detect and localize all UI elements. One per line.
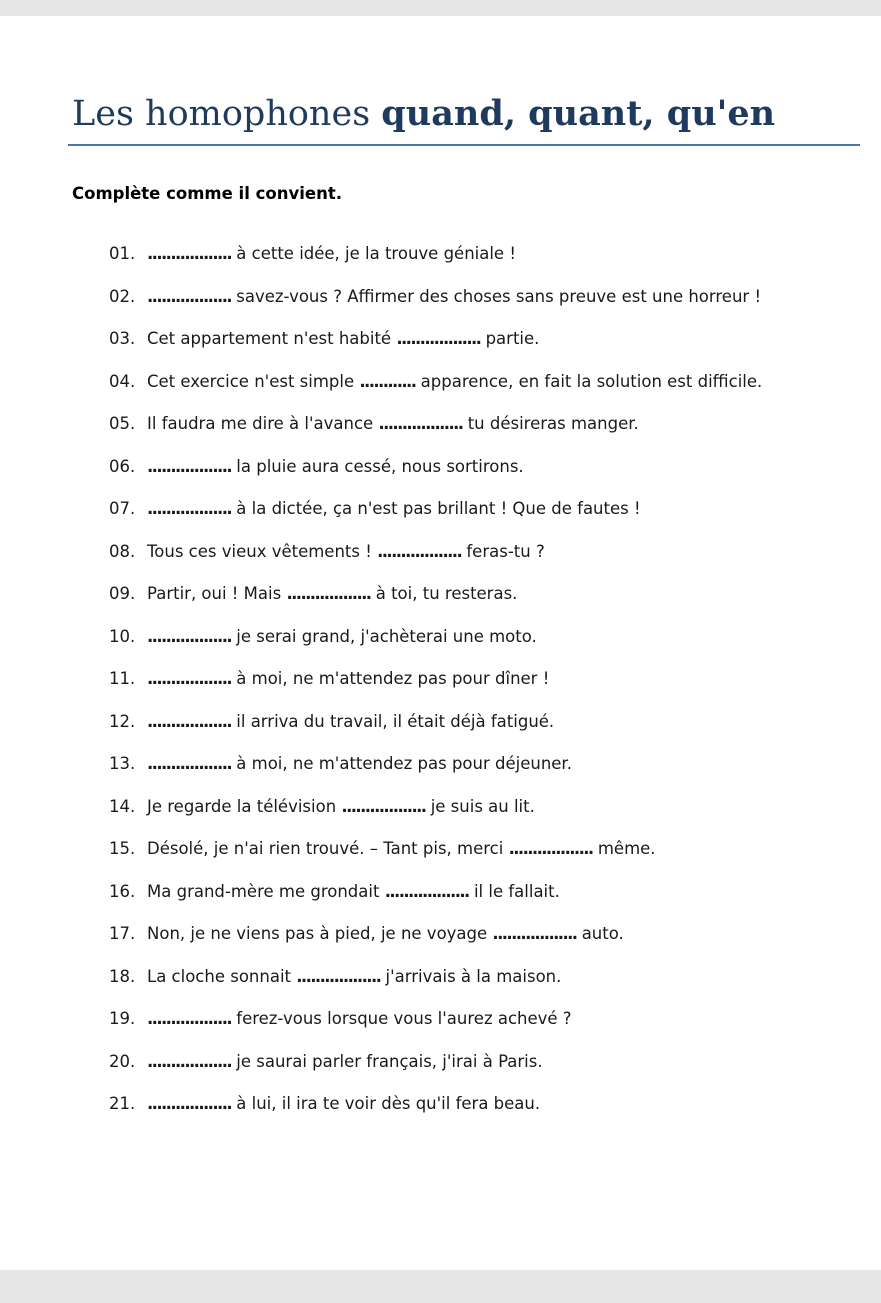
exercise-item [109,963,762,1006]
worksheet-page [0,16,881,1270]
title-regular: Les homophones [72,94,371,134]
exercise-item [109,1005,762,1048]
item-number: 16. [109,881,136,901]
item-number: 09. [109,584,136,603]
answer-blank[interactable]: .................. [147,286,232,306]
exercise-list [109,240,762,1133]
item-text-after: auto. [576,924,624,943]
answer-blank[interactable]: .................. [508,839,593,858]
item-number: 05. [109,414,136,433]
item-text-before: Il faudra me dire à l'avance [147,414,379,433]
item-number: 11. [109,669,136,688]
item-text-before: Cet appartement n'est habité [147,329,397,348]
exercise-item [109,835,762,878]
answer-blank[interactable]: .................. [147,456,232,476]
item-text-after: il arriva du travail, il était déjà fatigué. [231,711,555,731]
answer-blank[interactable]: .................. [396,329,481,348]
item-text-before: Cet exercice n'est simple [147,371,360,391]
item-text-after: partie. [480,329,540,348]
answer-blank[interactable]: .................. [286,584,371,603]
item-number: 17. [109,924,136,943]
item-number: 15. [109,839,136,858]
answer-blank[interactable]: .................. [147,1051,232,1071]
item-number: 02. [109,286,136,306]
item-number: 20. [109,1051,136,1071]
title-underline [68,144,860,146]
item-number: 21. [109,1094,136,1113]
item-text-after: feras-tu ? [461,541,545,561]
item-text-after: à moi, ne m'attendez pas pour déjeuner. [231,754,572,773]
item-text-after: il le fallait. [468,881,560,901]
item-text-after: j'arrivais à la maison. [380,966,562,986]
page-title [72,92,775,136]
exercise-item [109,410,762,453]
answer-blank[interactable]: .................. [147,1009,232,1028]
item-number: 03. [109,329,136,348]
item-number: 04. [109,371,136,391]
answer-blank[interactable]: .................. [147,1094,232,1113]
item-number: 08. [109,541,136,561]
exercise-item [109,495,762,538]
exercise-item [109,538,762,581]
item-text-before: Non, je ne viens pas à pied, je ne voyage [147,924,493,943]
item-number: 19. [109,1009,136,1028]
answer-blank[interactable]: .................. [147,669,232,688]
exercise-item [109,453,762,496]
instruction-text: Complète comme il convient. [72,184,342,203]
item-text-after: tu désireras manger. [462,414,639,433]
exercise-item [109,368,762,411]
exercise-item [109,580,762,623]
exercise-item [109,920,762,963]
item-text-before: La cloche sonnait [147,966,297,986]
exercise-item [109,708,762,751]
item-text-after: à toi, tu resteras. [370,584,518,603]
item-number: 14. [109,796,136,816]
item-number: 12. [109,711,136,731]
item-text-after: la pluie aura cessé, nous sortirons. [231,456,524,476]
exercise-item [109,283,762,326]
exercise-item [109,793,762,836]
item-text-before: Partir, oui ! Mais [147,584,287,603]
answer-blank[interactable]: .................. [147,754,232,773]
answer-blank[interactable]: .................. [296,966,381,986]
item-text-after: je suis au lit. [425,796,535,816]
exercise-item [109,750,762,793]
item-text-after: ferez-vous lorsque vous l'aurez achevé ? [231,1009,572,1028]
item-text-after: à lui, il ira te voir dès qu'il fera beau. [231,1094,541,1113]
item-text-before: Ma grand-mère me grondait [147,881,385,901]
item-number: 06. [109,456,136,476]
item-text-after: apparence, en fait la solution est difficile. [415,371,763,391]
exercise-item [109,1048,762,1091]
exercise-item [109,240,762,283]
item-number: 18. [109,966,136,986]
item-text-after: à moi, ne m'attendez pas pour dîner ! [231,669,550,688]
answer-blank[interactable]: .................. [147,711,232,731]
item-text-before: Je regarde la télévision [147,796,342,816]
item-number: 01. [109,244,136,263]
answer-blank[interactable]: .................. [147,499,232,518]
item-text-after: savez-vous ? Affirmer des choses sans preuve est une horreur ! [231,286,762,306]
title-bold: quand, quant, qu'en [381,93,776,134]
item-text-after: à cette idée, je la trouve géniale ! [231,244,516,263]
item-text-before: Désolé, je n'ai rien trouvé. – Tant pis, merci [147,839,509,858]
exercise-item [109,1090,762,1133]
item-number: 07. [109,499,136,518]
answer-blank[interactable]: .................. [378,414,463,433]
answer-blank[interactable]: .................. [377,541,462,561]
item-text-after: je saurai parler français, j'irai à Paris. [231,1051,543,1071]
item-text-after: à la dictée, ça n'est pas brillant ! Que de fautes ! [231,499,641,518]
item-number: 10. [109,626,136,646]
exercise-item [109,623,762,666]
answer-blank[interactable]: .................. [147,244,232,263]
item-number: 13. [109,754,136,773]
answer-blank[interactable]: .................. [341,796,426,816]
answer-blank[interactable]: .................. [147,626,232,646]
exercise-item [109,665,762,708]
answer-blank[interactable]: .................. [384,881,469,901]
item-text-after: même. [592,839,656,858]
answer-blank[interactable]: .................. [492,924,577,943]
answer-blank[interactable]: ............ [359,371,416,391]
item-text-after: je serai grand, j'achèterai une moto. [231,626,537,646]
item-text-before: Tous ces vieux vêtements ! [147,541,378,561]
exercise-item [109,878,762,921]
exercise-item [109,325,762,368]
